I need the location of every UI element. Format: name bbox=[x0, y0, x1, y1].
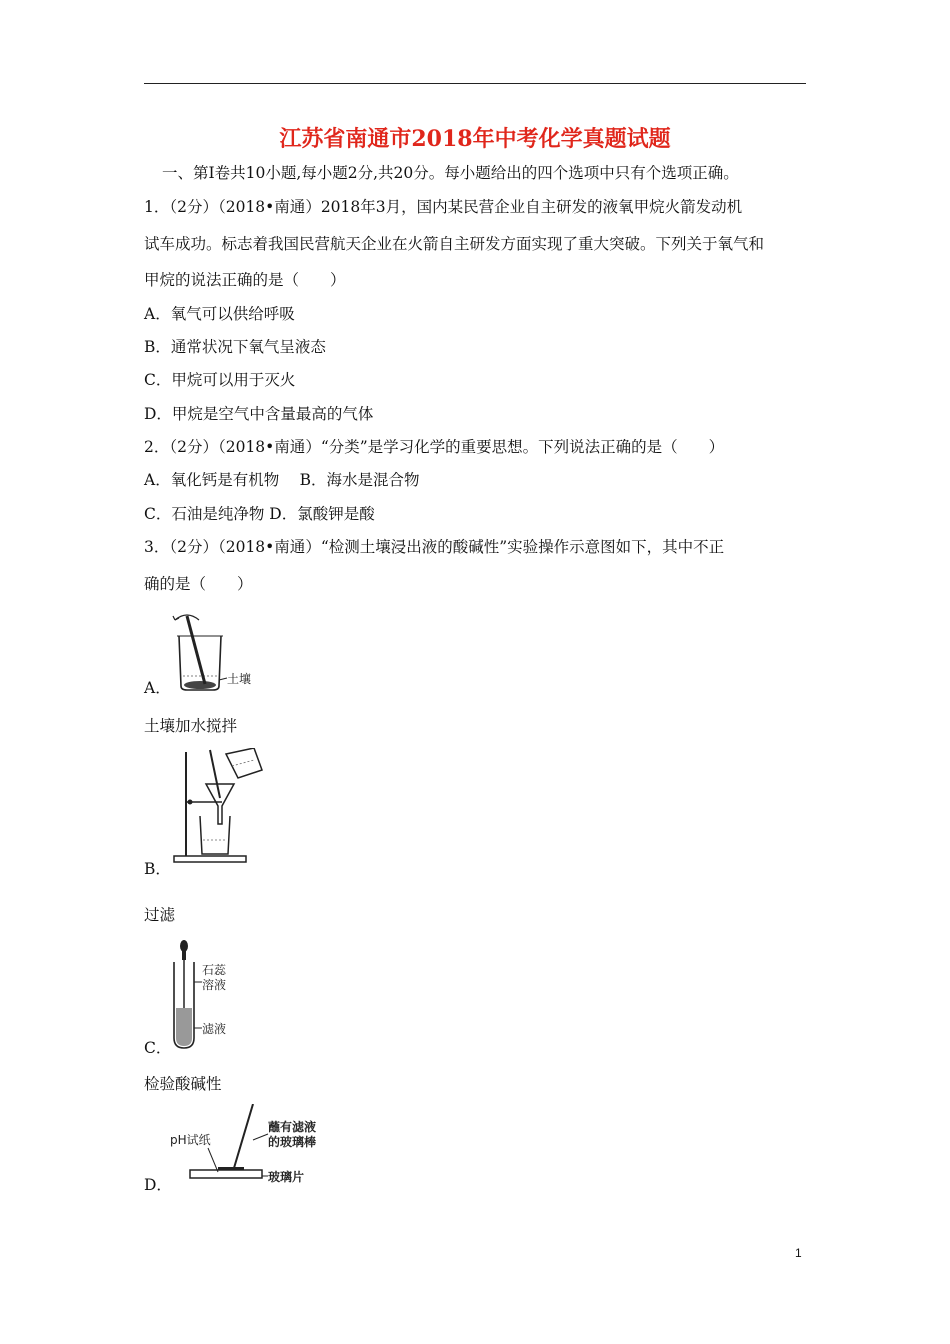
header-rule bbox=[144, 83, 806, 84]
q3-option-c-caption: 检验酸碱性 bbox=[144, 1075, 222, 1093]
q3-fig-d-label-rod2: 的玻璃棒 bbox=[268, 1135, 317, 1149]
q3-option-b-letter: B． bbox=[144, 860, 171, 878]
section-intro: 一、第Ⅰ卷共10小题,每小题2分,共20分。每小题给出的四个选项中只有个选项正确。 bbox=[162, 164, 739, 182]
q1-stem-line2: 试车成功。标志着我国民营航天企业在火箭自主研发方面实现了重大突破。下列关于氧气和 bbox=[144, 235, 765, 253]
q2-options-cd: C．石油是纯净物 D．氯酸钾是酸 bbox=[144, 505, 375, 523]
page-title: 江苏省南通市2018年中考化学真题试题 bbox=[279, 126, 671, 152]
q2-options-ab: A．氧化钙是有机物 B．海水是混合物 bbox=[144, 471, 420, 489]
q3-fig-a-label: 土壤 bbox=[227, 672, 252, 686]
q3-fig-c-label-bottom: 滤液 bbox=[202, 1022, 227, 1036]
q3-fig-d-label-ph: pH试纸 bbox=[170, 1133, 211, 1147]
q3-fig-d-label-rod1: 蘸有滤液 bbox=[268, 1120, 317, 1134]
q3-option-c-letter: C． bbox=[144, 1039, 172, 1057]
q1-stem-line1: 1．（2分）（2018•南通）2018年3月，国内某民营企业自主研发的液氧甲烷火箭发动机 bbox=[144, 198, 743, 216]
q2-stem: 2．（2分）（2018•南通）“分类”是学习化学的重要思想。下列说法正确的是（ ） bbox=[144, 438, 725, 456]
q3-option-b-caption: 过滤 bbox=[144, 906, 176, 924]
q3-fig-c-label-top1: 石蕊 bbox=[202, 963, 227, 977]
q3-figure-c-test-tube bbox=[168, 938, 248, 1053]
q3-option-a-caption: 土壤加水搅拌 bbox=[144, 717, 238, 735]
page-number: 1 bbox=[795, 1246, 802, 1260]
q1-option-d: D．甲烷是空气中含量最高的气体 bbox=[144, 405, 374, 423]
q1-option-a: A．氧气可以供给呼吸 bbox=[144, 305, 295, 323]
q1-option-c: C．甲烷可以用于灭火 bbox=[144, 371, 296, 389]
q3-option-a-letter: A． bbox=[144, 679, 171, 697]
q1-option-b: B．通常状况下氧气呈液态 bbox=[144, 338, 326, 356]
q3-figure-a-stirring bbox=[165, 608, 260, 693]
q3-stem-line2: 确的是（ ） bbox=[144, 575, 253, 593]
q3-fig-c-label-top2: 溶液 bbox=[202, 978, 227, 992]
q1-stem-line3: 甲烷的说法正确的是（ ） bbox=[144, 271, 346, 289]
q3-figure-b-filtration bbox=[172, 748, 272, 868]
q3-stem-line1: 3．（2分）（2018•南通）“检测土壤浸出液的酸碱性”实验操作示意图如下，其中不正 bbox=[144, 538, 725, 556]
q3-option-d-letter: D． bbox=[144, 1176, 172, 1194]
q3-fig-d-label-slide: 玻璃片 bbox=[268, 1170, 305, 1184]
q3-figure-d-ph-test bbox=[168, 1104, 343, 1189]
